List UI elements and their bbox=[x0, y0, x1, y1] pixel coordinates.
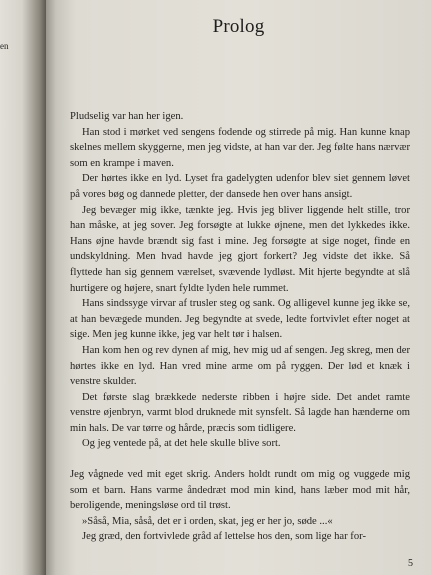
paragraph: Hans sindssyge virvar af trusler steg og sank. Og alligevel kunne jeg ikke se, at han bevægede munden. Jeg begyndte at svede, ledte fortvivlet efter noget at sige. Men jeg kunne ikke, jeg var helt tør i halsen. bbox=[70, 298, 410, 341]
right-page bbox=[46, 0, 431, 575]
paragraph: Han stod i mørket ved sengens fodende og stirrede på mig. Han kunne knap skelnes mellem skyggerne, men jeg vidste, at han var der. Jeg følte hans nærvær som en krampe i maven. bbox=[70, 126, 410, 169]
section-break bbox=[70, 452, 410, 467]
paragraph: »Såså, Mia, såså, det er i orden, skat, jeg er her jo, søde ...« bbox=[82, 515, 333, 527]
paragraph: Jeg græd, den fortvivlede gråd af lettelse hos den, som lige har for- bbox=[82, 531, 366, 543]
paragraph: Og jeg ventede på, at det hele skulle blive sort. bbox=[82, 438, 281, 450]
paragraph: Pludselig var han her igen. bbox=[70, 111, 184, 122]
body-text bbox=[70, 109, 410, 545]
paragraph: Der hørtes ikke en lyd. Lyset fra gadelygten udenfor blev siet gennem løvet på vores bøg og dannede pletter, der dansede hen over hans ansigt. bbox=[70, 173, 410, 200]
paragraph: Det første slag brækkede nederste ribben i højre side. Det andet ramte venstre øjenbryn, varmt blod druknede mit synsfelt. Så lagde han hænderne om min hals. De var tørre og hårde, præcis som tidligere. bbox=[70, 391, 410, 434]
paragraph: Jeg vågnede ved mit eget skrig. Anders holdt rundt om mig og vuggede mig som et barn. Hans varme åndedræt mod min kind, hans læber mod mit hår, beroligende, meningsløse ord til trøst. bbox=[70, 469, 410, 512]
page-number: 5 bbox=[408, 558, 413, 569]
left-page-text-fragment: en bbox=[0, 41, 9, 51]
left-page bbox=[0, 0, 46, 575]
paragraph: Jeg bevæger mig ikke, tænkte jeg. Hvis jeg bliver liggende helt stille, tror han måske, at jeg sover. Jeg forsøgte at lukke øjnene, men det lykkedes ikke. Hans øjne havde brændt sig fast i mine. Jeg forsøgte at sige noget, finde en undskyldning. Men hvad havde jeg gjort forkert? Jeg vidste det ikke. Så flyttede han sig gennem værelset, svævende lydløst. Mit hjerte begyndte at slå hurtigere og højere, snart fyldte lyden hele rummet. bbox=[70, 204, 410, 294]
paragraph: Han kom hen og rev dynen af mig, hev mig ud af sengen. Jeg skreg, men der hørtes ikke en lyd. Han vred mine arme om på ryggen. Der lød et knæk i venstre skulder. bbox=[70, 344, 410, 388]
chapter-title: Prolog bbox=[212, 16, 265, 37]
